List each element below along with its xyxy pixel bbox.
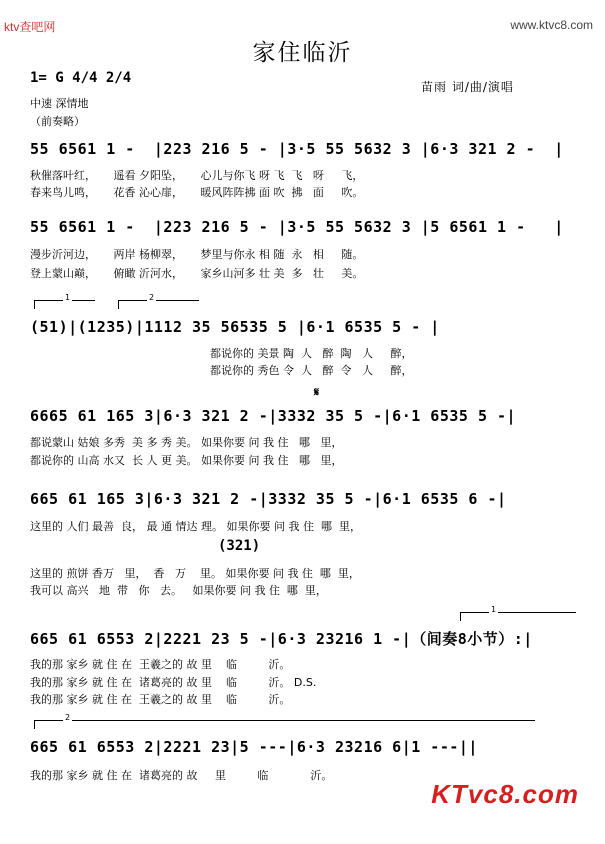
notation-line: 665 61 6553 2|2221 23|5 ---|6·3 23216 6|1 ---|| [30, 738, 478, 756]
lyric-line: 都说蒙山 姑娘 多秀 美 多 秀 美。 如果你要 问 我 住 哪 里， [30, 436, 343, 449]
lyric-line: 这里的 人们 最善 良， 最 通 情达 理。 如果你要 问 我 住 哪 里， [30, 520, 361, 533]
credits: 苗雨 词/曲/演唱 [421, 80, 514, 94]
notation-line: 665 61 165 3|6·3 321 2 -|3332 35 5 -|6·1 6535 6 -| [30, 490, 507, 508]
notation-line: (51)|(1235)|1112 35 56535 5 |6·1 6535 5 - | [30, 318, 440, 336]
tempo-marking: 中速 深情地 [30, 97, 89, 110]
site-logo: KTvc8.com [431, 779, 579, 809]
prelude-note: （前奏略） [30, 115, 85, 128]
notation-line: 55 6561 1 - |223 216 5 - |3·5 55 5632 3 |5 6561 1 - | [30, 218, 564, 236]
notation-line: 665 61 6553 2|2221 23 5 -|6·3 23216 1 -|（间奏8小节）:| [30, 630, 533, 648]
volta-bracket: 1 [460, 612, 576, 621]
notation-line: 6665 61 165 3|6·3 321 2 -|3332 35 5 -|6·1 6535 5 -| [30, 407, 517, 425]
notation-line: 55 6561 1 - |223 216 5 - |3·5 55 5632 3 |6·3 321 2 - | [30, 140, 564, 158]
volta-bracket: 2 [118, 300, 199, 309]
watermark-left: ktv查吧网 [4, 20, 56, 34]
lyric-line: 我的那 家乡 就 住 在 诸葛亮的 故 里 临 沂。 [30, 769, 333, 782]
lyric-line: 漫步沂河边， 两岸 杨柳翠， 梦里与你永 相 随 永 相 随。 [30, 248, 364, 261]
lyric-line: 都说你的 山高 水又 长 人 更 美。 如果你要 问 我 住 哪 里， [30, 454, 343, 467]
lyric-line: 我的那 家乡 就 住 在 王羲之的 故 里 临 沂。 [30, 693, 291, 706]
lyric-line: 我可以 高兴 地 带 你 去。 如果你要 问 我 住 哪 里， [30, 584, 327, 597]
lyric-line: 都说你的 秀色 令 人 醉 令 人 醉， [210, 364, 413, 377]
key-signature: 1= G 4/4 2/4 [30, 70, 132, 86]
segno-icon: 𝄋 [314, 385, 320, 399]
lyric-line: 春来鸟儿鸣， 花香 沁心扉， 暖风阵阵拂 面 吹 拂 面 吹。 [30, 186, 364, 199]
lyric-line: 我的那 家乡 就 住 在 诸葛亮的 故 里 临 沂。 D.S. [30, 676, 317, 689]
alt-notation: (321) [218, 538, 261, 554]
lyric-line: 我的那 家乡 就 住 在 王羲之的 故 里 临 沂。 [30, 658, 291, 671]
watermark-right: www.ktvc8.com [510, 18, 593, 32]
lyric-line: 都说你的 美景 陶 人 醉 陶 人 醉， [210, 347, 413, 360]
lyric-line: 这里的 煎饼 香万 里， 香 万 里。 如果你要 问 我 住 哪 里， [30, 567, 360, 580]
lyric-line: 秋催落叶红， 遥看 夕阳坠， 心儿与你飞 呀 飞 飞 呀 飞， [30, 169, 364, 182]
volta-bracket: 2 [34, 720, 535, 729]
song-title: 家住临沂 [252, 40, 353, 66]
lyric-line: 登上蒙山巅， 俯瞰 沂河水， 家乡山河多 壮 美 多 壮 美。 [30, 267, 364, 280]
volta-bracket: 1 [34, 300, 95, 309]
